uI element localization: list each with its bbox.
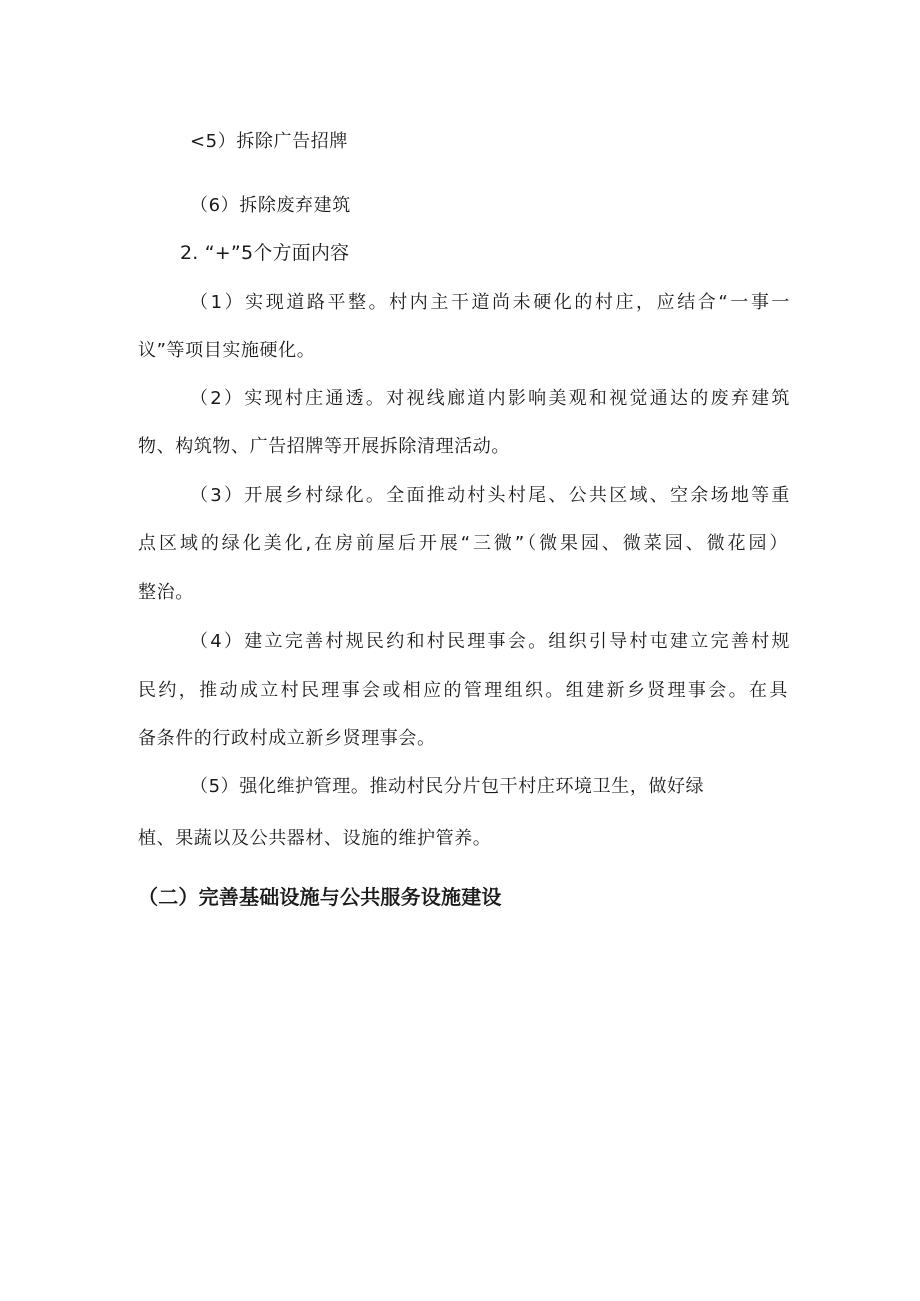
paragraph-1-line-2: 议”等项目实施硬化。 [138,340,316,361]
paragraph-4-line-1: （4）建立完善村规民约和村民理事会。组织引导村屯建立完善村规 [190,631,790,652]
paragraph-3-line-1: （3）开展乡村绿化。全面推动村头村尾、公共区域、空余场地等重 [190,485,790,506]
paragraph-3-line-2: 点区域的绿化美化,在房前屋后开展“三微”（微果园、微菜园、微花园） [138,533,788,554]
paragraph-1-line-1: （1）实现道路平整。村内主干道尚未硬化的村庄，应结合“一事一 [190,292,790,313]
section-heading-five-aspects: 2. “+”5个方面内容 [180,242,350,264]
list-item-remove-billboards: <5）拆除广告招牌 [190,131,348,152]
paragraph-4-line-2: 民约，推动成立村民理事会或相应的管理组织。组建新乡贤理事会。在具 [138,680,788,701]
paragraph-5-line-2: 植、果蔬以及公共器材、设施的维护管养。 [138,828,492,849]
paragraph-5-line-1: （5）强化维护管理。推动村民分片包干村庄环境卫生，做好绿 [190,776,705,797]
chapter-heading-infrastructure: （二）完善基础设施与公共服务设施建设 [138,885,502,909]
paragraph-2-line-1: （2）实现村庄通透。对视线廊道内影响美观和视觉通达的废弃建筑 [190,388,790,409]
paragraph-2-line-2: 物、构筑物、广告招牌等开展拆除清理活动。 [138,436,510,457]
paragraph-3-line-3: 整治。 [138,582,194,603]
paragraph-4-line-3: 备条件的行政村成立新乡贤理事会。 [138,728,436,749]
list-item-remove-abandoned-buildings: （6）拆除废弃建筑 [190,195,351,216]
